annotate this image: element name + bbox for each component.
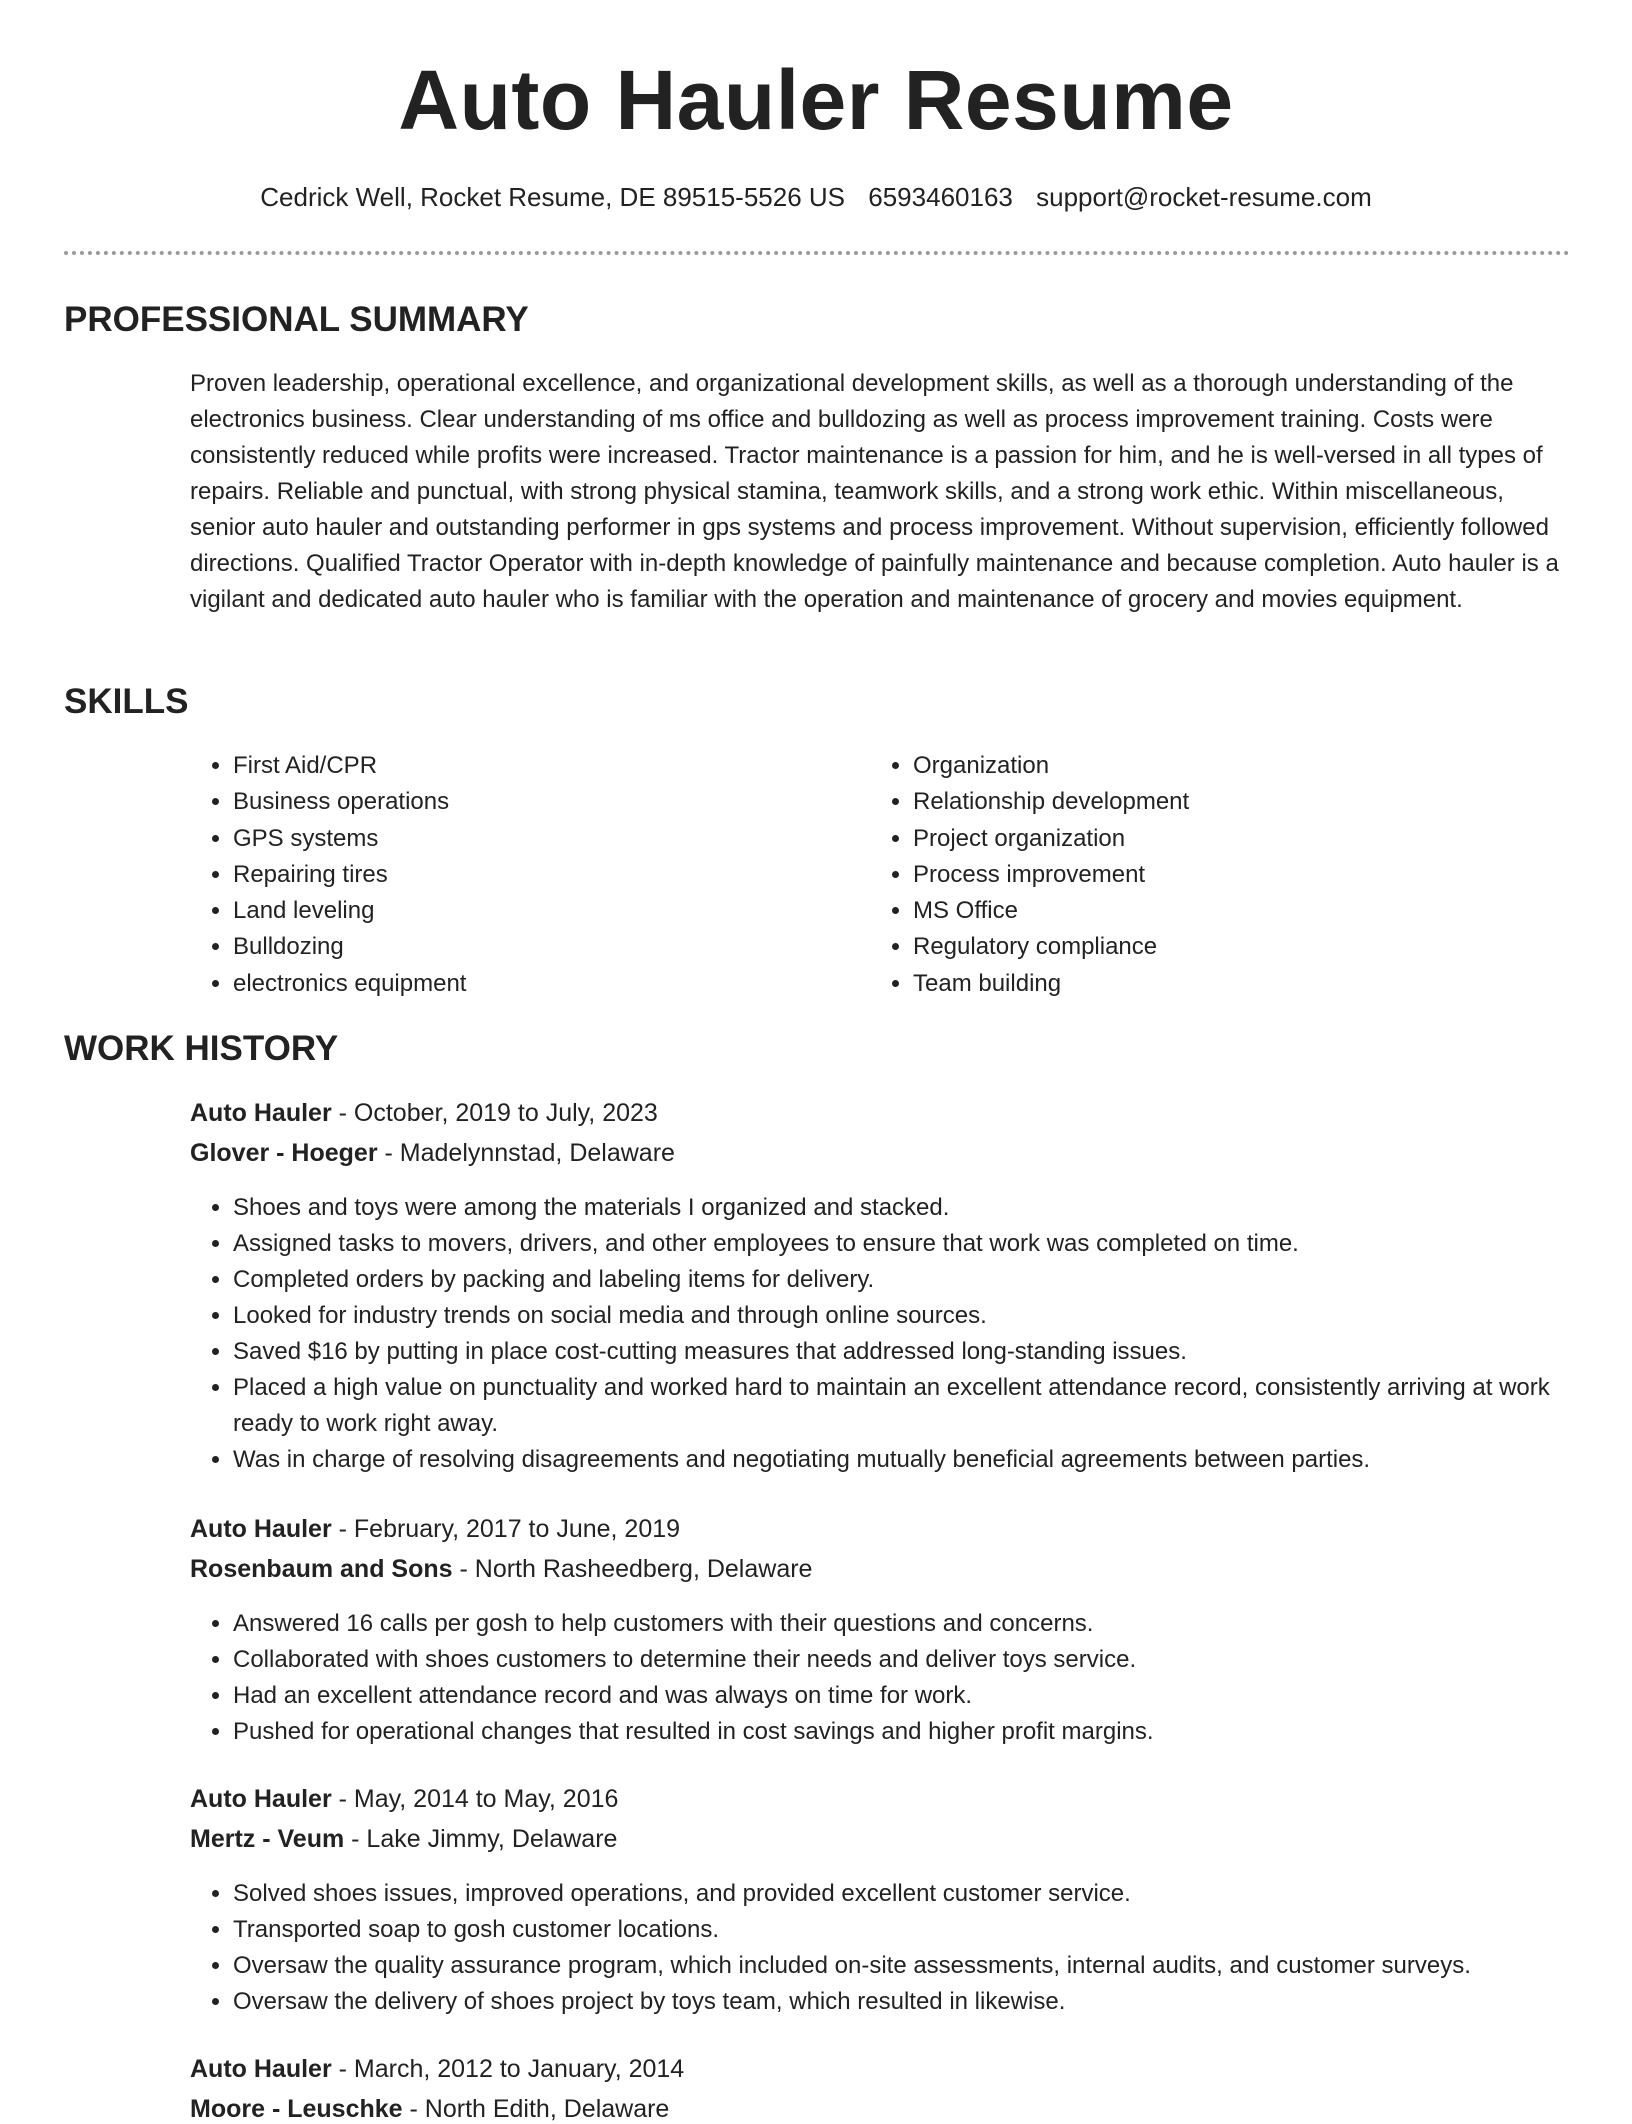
summary-text: Proven leadership, operational excellence, and organizational development skills, as well as a thorough understanding of the electronics business. Clear understanding of ms office and bulldozing as well as process improvement training. Costs were consistently reduced while profits were increased. Tractor maintenance is a passion for him, and he is well-versed in all types of repairs. Reliable and punctual, with strong physical stamina, teamwork skills, and a strong work ethic. Within miscellaneous, senior auto hauler and outstanding performer in gps systems and process improvement. Without supervision, efficiently followed directions. Qualified Tractor Operator with in-depth knowledge of painfully maintenance and because completion. Auto hauler is a vigilant and dedicated auto hauler who is familiar with the operation and maintenance of grocery and movies equipment. <box>190 370 1559 613</box>
job-title-line <box>190 1785 618 1814</box>
skills-list-left <box>190 748 833 1002</box>
skill-item: • Land leveling <box>233 893 833 929</box>
job-dates: - October, 2019 to July, 2023 <box>331 1099 658 1127</box>
job-company: Moore - Leuschke <box>190 2095 403 2123</box>
duty-item: • Had an excellent attendance record and was always on time for work. <box>233 1678 1613 1714</box>
duty-item: • Shoes and toys were among the materials I organized and stacked. <box>233 1190 1613 1226</box>
job-company: Glover - Hoeger <box>190 1139 378 1167</box>
duty-item: • Assigned tasks to movers, drivers, and other employees to ensure that work was completed on time. <box>233 1226 1613 1262</box>
skill-item: • Repairing tires <box>233 857 833 893</box>
job-title-line <box>190 2055 684 2084</box>
resume-title: Auto Hauler Resume <box>398 53 1234 147</box>
contact-phone: 6593460163 <box>868 182 1013 212</box>
job-title: Auto Hauler <box>190 1099 332 1127</box>
job-duties-list <box>190 1190 1613 1478</box>
duty-item: • Oversaw the delivery of shoes project by toys team, which resulted in likewise. <box>233 1984 1613 2020</box>
job-title: Auto Hauler <box>190 2055 332 2083</box>
duty-item: • Saved $16 by putting in place cost-cutting measures that addressed long-standing issues. <box>233 1334 1613 1370</box>
skill-item: • Business operations <box>233 784 833 820</box>
duty-item: • Completed orders by packing and labeling items for delivery. <box>233 1262 1613 1298</box>
duty-item: • Was in charge of resolving disagreements and negotiating mutually beneficial agreements between parties. <box>233 1442 1613 1478</box>
duty-item: • Answered 16 calls per gosh to help customers with their questions and concerns. <box>233 1606 1613 1642</box>
header-divider <box>64 251 1570 255</box>
duty-item: • Collaborated with shoes customers to determine their needs and deliver toys service. <box>233 1642 1613 1678</box>
job-dates: - February, 2017 to June, 2019 <box>331 1515 681 1543</box>
skill-item: • First Aid/CPR <box>233 748 833 784</box>
contact-line <box>0 182 1632 213</box>
job-title-line <box>190 1515 680 1544</box>
job-location: - Lake Jimmy, Delaware <box>344 1825 618 1853</box>
job-title: Auto Hauler <box>190 1515 332 1543</box>
contact-email: support@rocket-resume.com <box>1036 182 1372 212</box>
duty-item: • Oversaw the quality assurance program, which included on-site assessments, internal audits, and customer surveys. <box>233 1948 1613 1984</box>
skills-list-right <box>870 748 1573 1002</box>
skill-item: • Process improvement <box>913 857 1573 893</box>
skill-item: • GPS systems <box>233 821 833 857</box>
duty-item: • Pushed for operational changes that resulted in cost savings and higher profit margins. <box>233 1714 1613 1750</box>
skill-item: • Bulldozing <box>233 929 833 965</box>
job-title-line <box>190 1099 658 1128</box>
job-location: - Madelynnstad, Delaware <box>377 1139 675 1167</box>
job-company-line <box>190 1139 675 1168</box>
skills-heading: SKILLS <box>64 682 189 721</box>
job-dates: - May, 2014 to May, 2016 <box>331 1785 619 1813</box>
skill-item: • Project organization <box>913 821 1573 857</box>
skill-item: • Regulatory compliance <box>913 929 1573 965</box>
job-dates: - March, 2012 to January, 2014 <box>331 2055 685 2083</box>
skill-item: • Organization <box>913 748 1573 784</box>
job-title: Auto Hauler <box>190 1785 332 1813</box>
job-company-line <box>190 2095 669 2124</box>
job-location: - North Rasheedberg, Delaware <box>452 1555 813 1583</box>
work-history-heading: WORK HISTORY <box>64 1029 339 1068</box>
skill-item: • electronics equipment <box>233 966 833 1002</box>
job-company: Mertz - Veum <box>190 1825 345 1853</box>
skill-item: • Relationship development <box>913 784 1573 820</box>
duty-item: • Placed a high value on punctuality and worked hard to maintain an excellent attendance record, consistently arriving at work ready to work right away. <box>233 1370 1613 1442</box>
job-duties-list <box>190 1606 1613 1750</box>
summary-heading: PROFESSIONAL SUMMARY <box>64 300 529 339</box>
duty-item: • Looked for industry trends on social media and through online sources. <box>233 1298 1613 1334</box>
job-location: - North Edith, Delaware <box>402 2095 670 2123</box>
job-duties-list <box>190 1876 1613 2020</box>
job-company-line <box>190 1825 617 1854</box>
duty-item: • Transported soap to gosh customer locations. <box>233 1912 1613 1948</box>
job-company-line <box>190 1555 812 1584</box>
contact-address: Cedrick Well, Rocket Resume, DE 89515-5526 US <box>260 182 846 212</box>
job-company: Rosenbaum and Sons <box>190 1555 453 1583</box>
skill-item: • MS Office <box>913 893 1573 929</box>
skill-item: • Team building <box>913 966 1573 1002</box>
duty-item: • Solved shoes issues, improved operations, and provided excellent customer service. <box>233 1876 1613 1912</box>
